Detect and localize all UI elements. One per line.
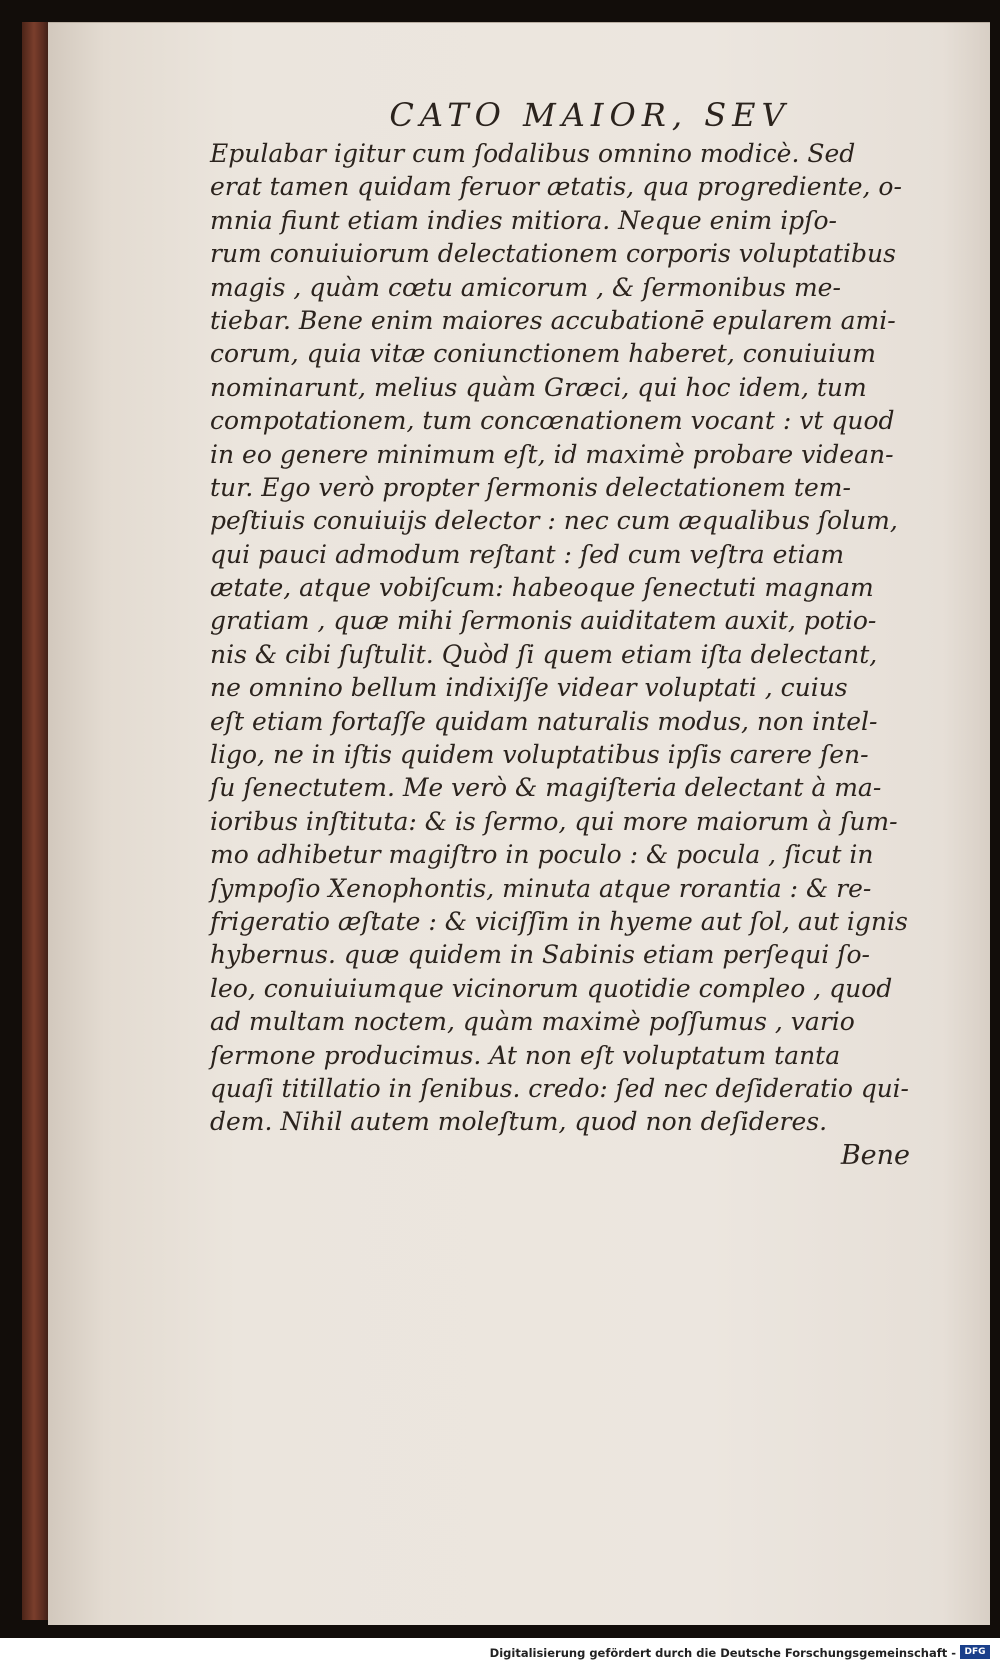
- text-line: nis & cibi ſuſtulit. Quòd ſi quem etiam iſta delectant,: [210, 639, 878, 669]
- text-line: leo, conuiuiumque vicinorum quotidie compleo , quod: [210, 973, 893, 1003]
- text-line: tur. Ego verò propter ſermonis delectationem tem-: [210, 472, 851, 502]
- text-line: tiebar. Bene enim maiores accubationē epularem ami-: [210, 305, 896, 335]
- text-line: rum conuiuiorum delectationem corporis voluptatibus: [210, 239, 896, 269]
- text-line: ne omnino bellum indixiſſe videar voluptati , cuius: [210, 673, 848, 703]
- text-line: ſermone producimus. At non eſt voluptatum tanta: [210, 1040, 841, 1070]
- text-line: ioribus inſtituta: & is ſermo, qui more maiorum à ſum-: [210, 806, 898, 836]
- text-body: [210, 137, 910, 1139]
- text-line: mnia fiunt etiam indies mitiora. Neque enim ipſo-: [210, 205, 837, 235]
- text-line: erat tamen quidam feruor ætatis, qua progrediente, o-: [210, 172, 902, 202]
- text-line: corum, quia vitæ coniunctionem haberet, conuiuium: [210, 339, 876, 369]
- text-line: Epulabar igitur cum ſodalibus omnino modicè. Sed: [210, 139, 856, 168]
- dfg-logo-icon: DFG: [960, 1645, 990, 1659]
- page-text: [210, 95, 910, 1173]
- running-head: CATO MAIOR, SEV: [389, 96, 791, 134]
- text-line: compotationem, tum concœnationem vocant : vt quod: [210, 406, 895, 436]
- text-line: ad multam noctem, quàm maximè poſſumus , vario: [210, 1007, 855, 1037]
- text-line: nominarunt, melius quàm Græci, qui hoc idem, tum: [210, 372, 867, 402]
- text-line: in eo genere minimum eſt, id maximè probare videan-: [210, 439, 894, 469]
- text-line: ſympoſio Xenophontis, minuta atque rorantia : & re-: [210, 873, 872, 903]
- text-line: ætate, atque vobiſcum: habeoque ſenectuti magnam: [210, 573, 874, 603]
- text-line: quaſi titillatio in ſenibus. credo: ſed nec deſideratio qui-: [210, 1073, 909, 1103]
- text-line: frigeratio æſtate : & viciſſim in hyeme aut ſol, aut ignis: [210, 906, 908, 936]
- text-line: mo adhibetur magiſtro in poculo : & pocula , ſicut in: [210, 840, 874, 870]
- catchword: Bene: [840, 1139, 910, 1171]
- text-line: gratiam , quæ mihi ſermonis auiditatem auxit, potio-: [210, 606, 877, 636]
- text-line: qui pauci admodum reſtant : ſed cum veſtra etiam: [210, 539, 845, 569]
- funding-credit: Digitalisierung gefördert durch die Deutsche Forschungsgemeinschaft -: [489, 1646, 956, 1660]
- text-line: hybernus. quæ quidem in Sabinis etiam perſequi ſo-: [210, 940, 870, 970]
- text-line: ſu ſenectutem. Me verò & magiſteria delectant à ma-: [210, 773, 882, 803]
- text-line: magis , quàm cœtu amicorum , & ſermonibus me-: [210, 272, 841, 302]
- text-line: eſt etiam fortaſſe quidam naturalis modus, non intel-: [210, 706, 878, 736]
- text-line: peſtiuis conuiuijs delector : nec cum æqualibus ſolum,: [210, 506, 898, 536]
- text-line: dem. Nihil autem moleſtum, quod non deſideres.: [210, 1107, 828, 1137]
- text-line: ligo, ne in iſtis quidem voluptatibus ipſis carere ſen-: [210, 740, 869, 770]
